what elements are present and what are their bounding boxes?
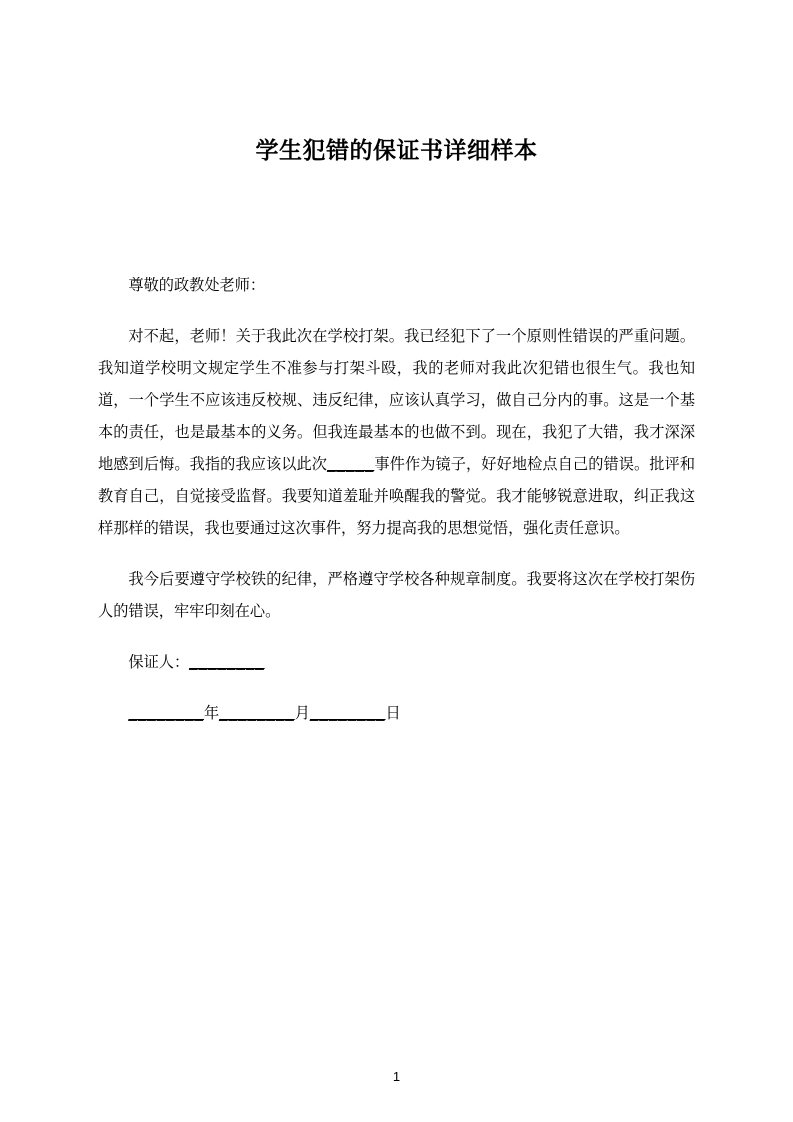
signature-blank: ________ <box>189 654 265 672</box>
date-line <box>98 698 695 730</box>
page-title: 学生犯错的保证书详细样本 <box>255 137 538 163</box>
date-month-blank: ________ <box>219 705 295 723</box>
body-paragraph-1-text: 对不起，老师！关于我此次在学校打架。我已经犯下了一个原则性错误的严重问题。我知道学校明文规定学生不准参与打架斗殴，我的老师对我此次犯错也很生气。我也知道，一个学生不应该违反校规、违反纪律，应该认真学习，做自己分内的事。这是一个基本的责任，也是最基本的义务。但我连最基本的也做不到。现在，我犯了大错，我才深深地感到后悔。我指的我应该以此次 <box>98 328 695 474</box>
date-year-label: 年 <box>203 705 220 723</box>
date-month-label: 月 <box>294 705 310 723</box>
signature-line <box>98 647 695 679</box>
body-paragraph-2: 我今后要遵守学校铁的纪律，严格遵守学校各种规章制度。我要将这次在学校打架伤人的错误，牢牢印刻在心。 <box>98 571 695 621</box>
body-paragraph-1-blank: _____ <box>327 456 375 474</box>
signature-label: 保证人： <box>128 654 190 672</box>
date-day-label: 日 <box>385 705 401 723</box>
salutation-paragraph: 尊敬的政教处老师： <box>128 277 266 295</box>
body-paragraph-1-continued: 事件作为镜子，好好地检点自己的错误。批评和教育自己，自觉接受监督。我要知道羞耻并唤醒我的警觉。我才能够锐意进取，纠正我这样那样的错误，我也要通过这次事件，努力提高我的思想觉悟，强化责任意识。 <box>98 456 696 538</box>
date-day-blank: ________ <box>309 705 386 723</box>
page-number: 1 <box>392 1069 401 1084</box>
date-year-blank: ________ <box>128 705 204 723</box>
body-paragraph-1 <box>98 321 695 545</box>
document-body <box>98 166 695 730</box>
